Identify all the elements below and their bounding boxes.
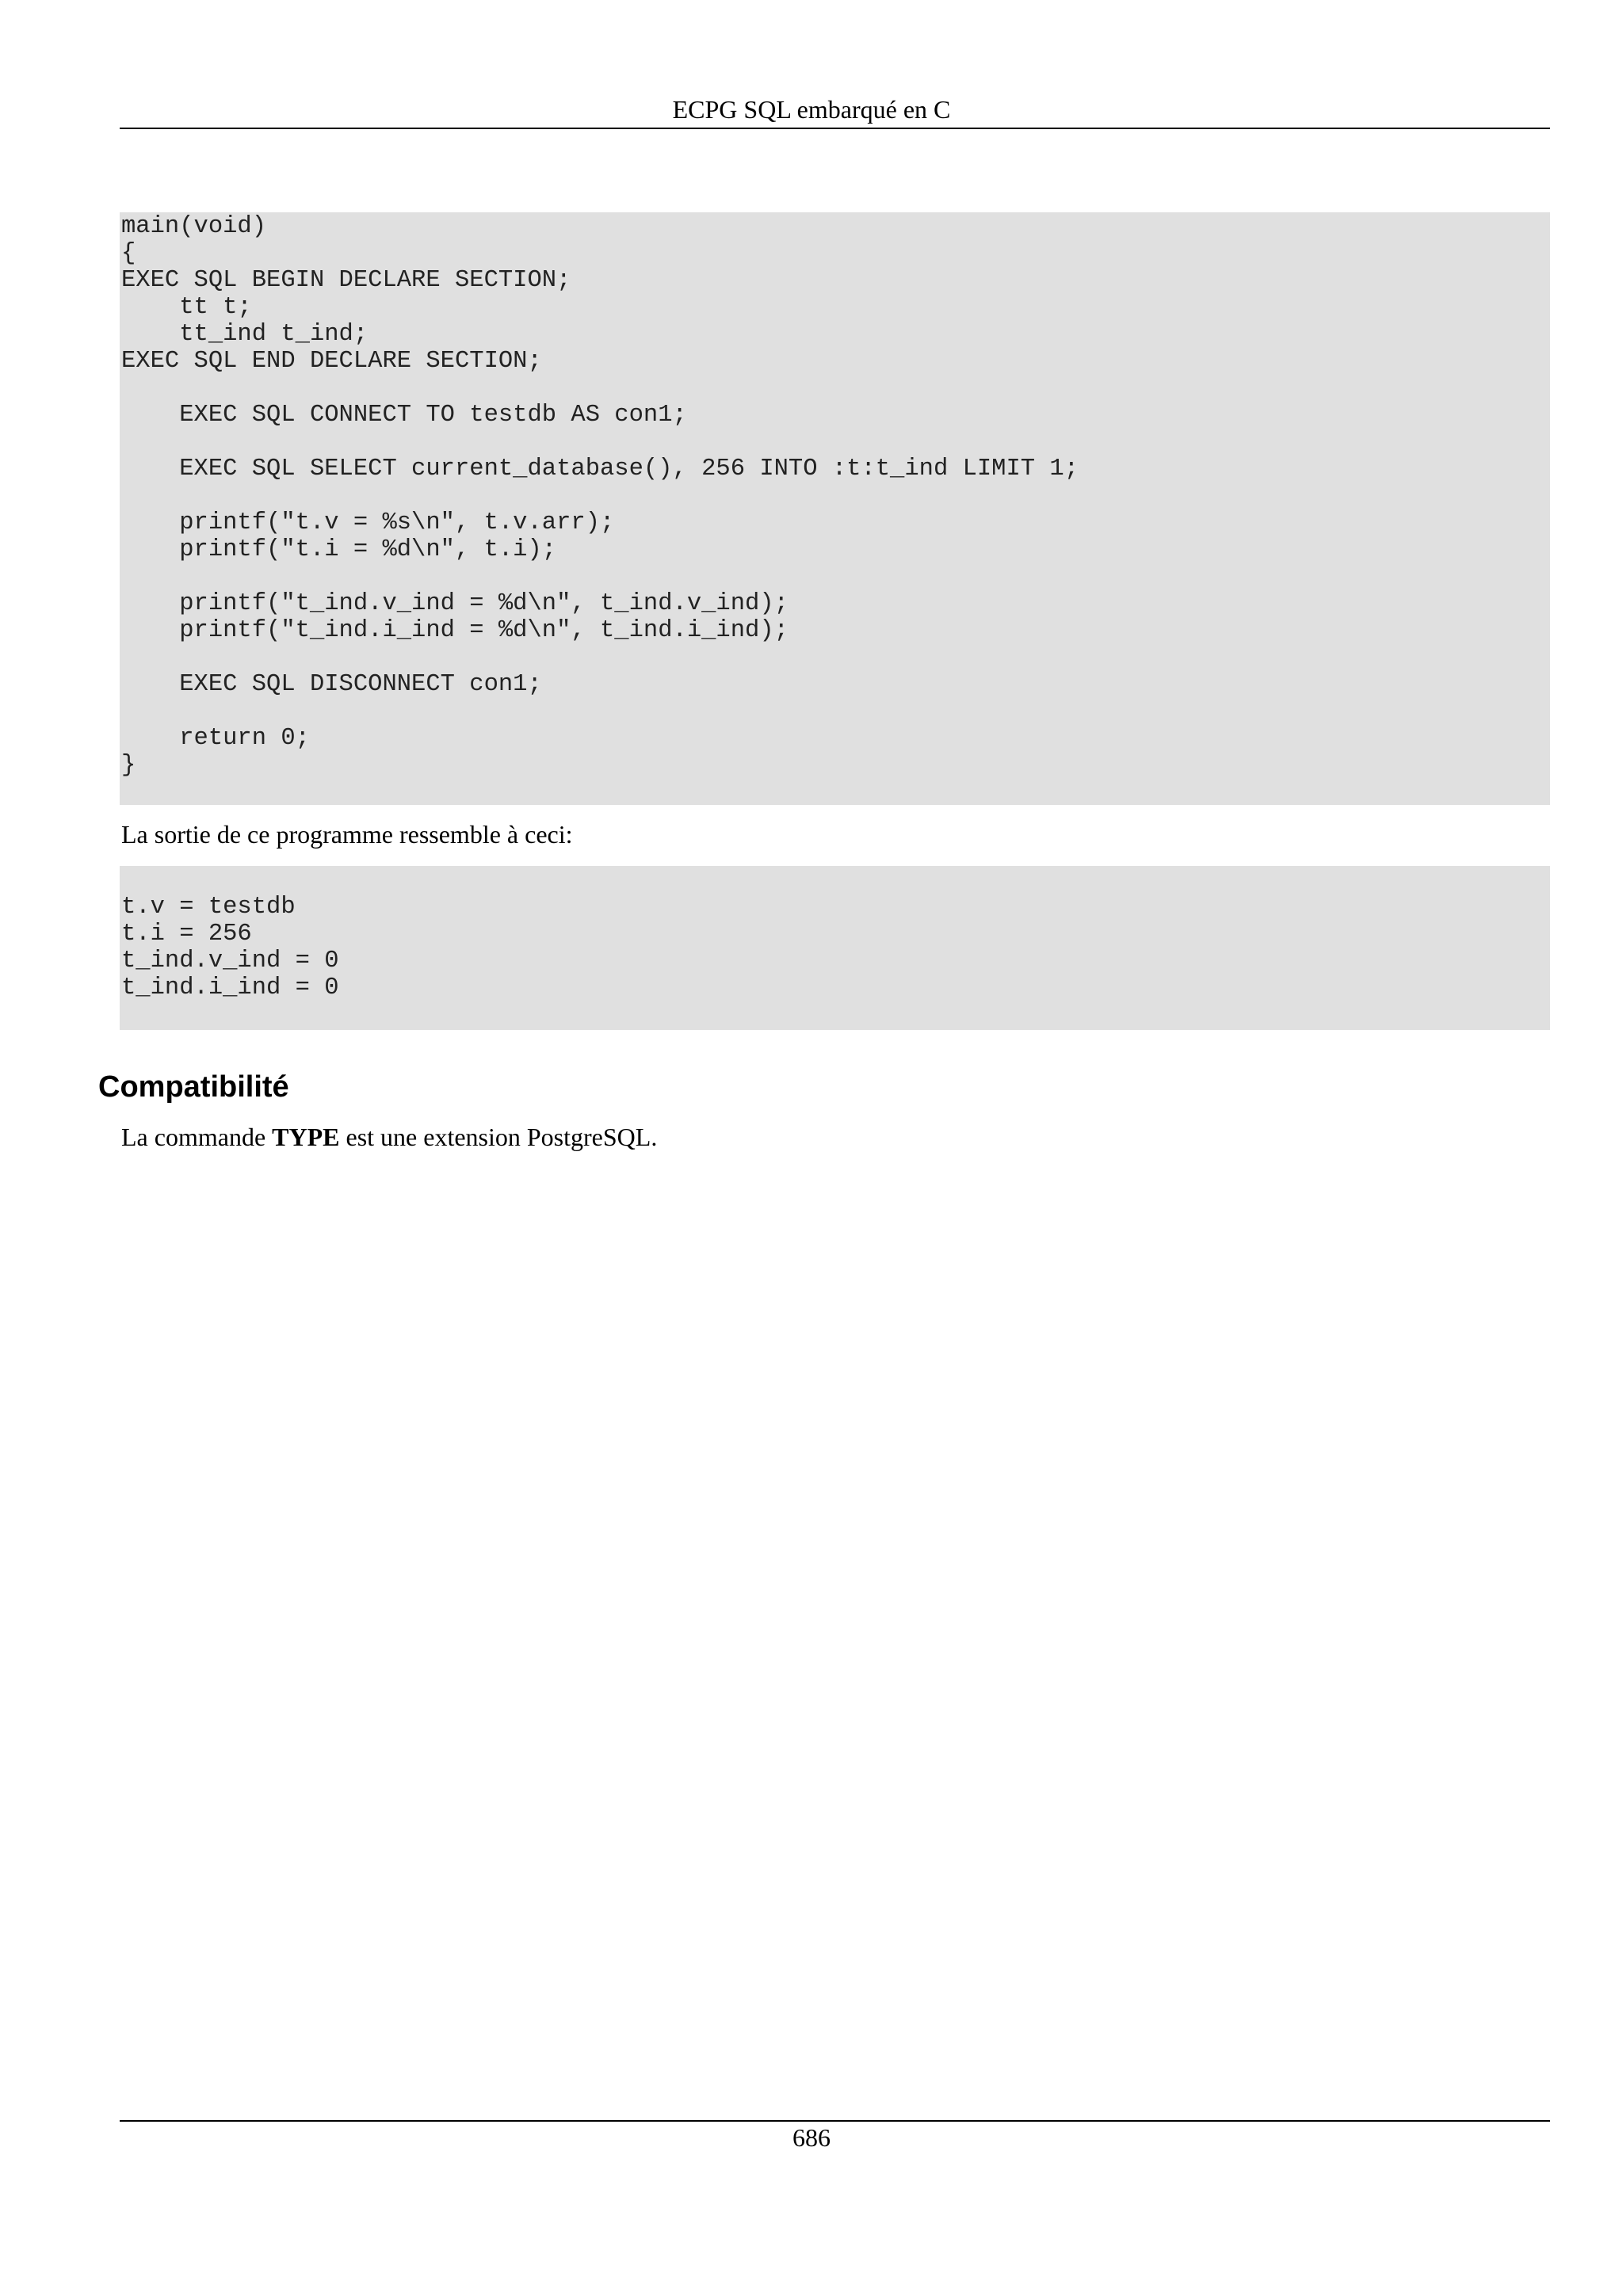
program-output: t.v = testdb t.i = 256 t_ind.v_ind = 0 t_ind.i_ind = 0: [121, 894, 339, 1001]
program-code-block: [120, 212, 1550, 805]
compatibility-text-after: est une extension PostgreSQL.: [339, 1123, 658, 1151]
page-number: 686: [792, 2123, 831, 2152]
header-rule: [120, 128, 1550, 129]
output-intro-paragraph: La sortie de ce programme ressemble à ceci:: [121, 820, 573, 849]
compatibility-paragraph: [121, 1121, 657, 1153]
program-output-block: [120, 866, 1550, 1030]
running-header-title: ECPG SQL embarqué en C: [672, 95, 951, 124]
type-command: TYPE: [272, 1123, 340, 1151]
program-code: main(void) { EXEC SQL BEGIN DECLARE SECTION; tt t; tt_ind t_ind; EXEC SQL END DECLARE SECTION; EXEC SQL CONNECT TO testdb AS con1; EXEC SQL SELECT current_database(), 256 INTO :t:t_ind LIMIT 1; printf("t.v = %s\n", t.v.arr); printf("t.i = %d\n", t.i); printf("t_ind.v_ind = %d\n", t_ind.v_ind); printf("t_ind.i_ind = %d\n", t_ind.i_ind); EXEC SQL DISCONNECT con1; return 0; }: [121, 213, 1079, 779]
compatibility-heading: Compatibilité: [98, 1070, 289, 1104]
compatibility-text-before: La commande: [121, 1123, 273, 1151]
